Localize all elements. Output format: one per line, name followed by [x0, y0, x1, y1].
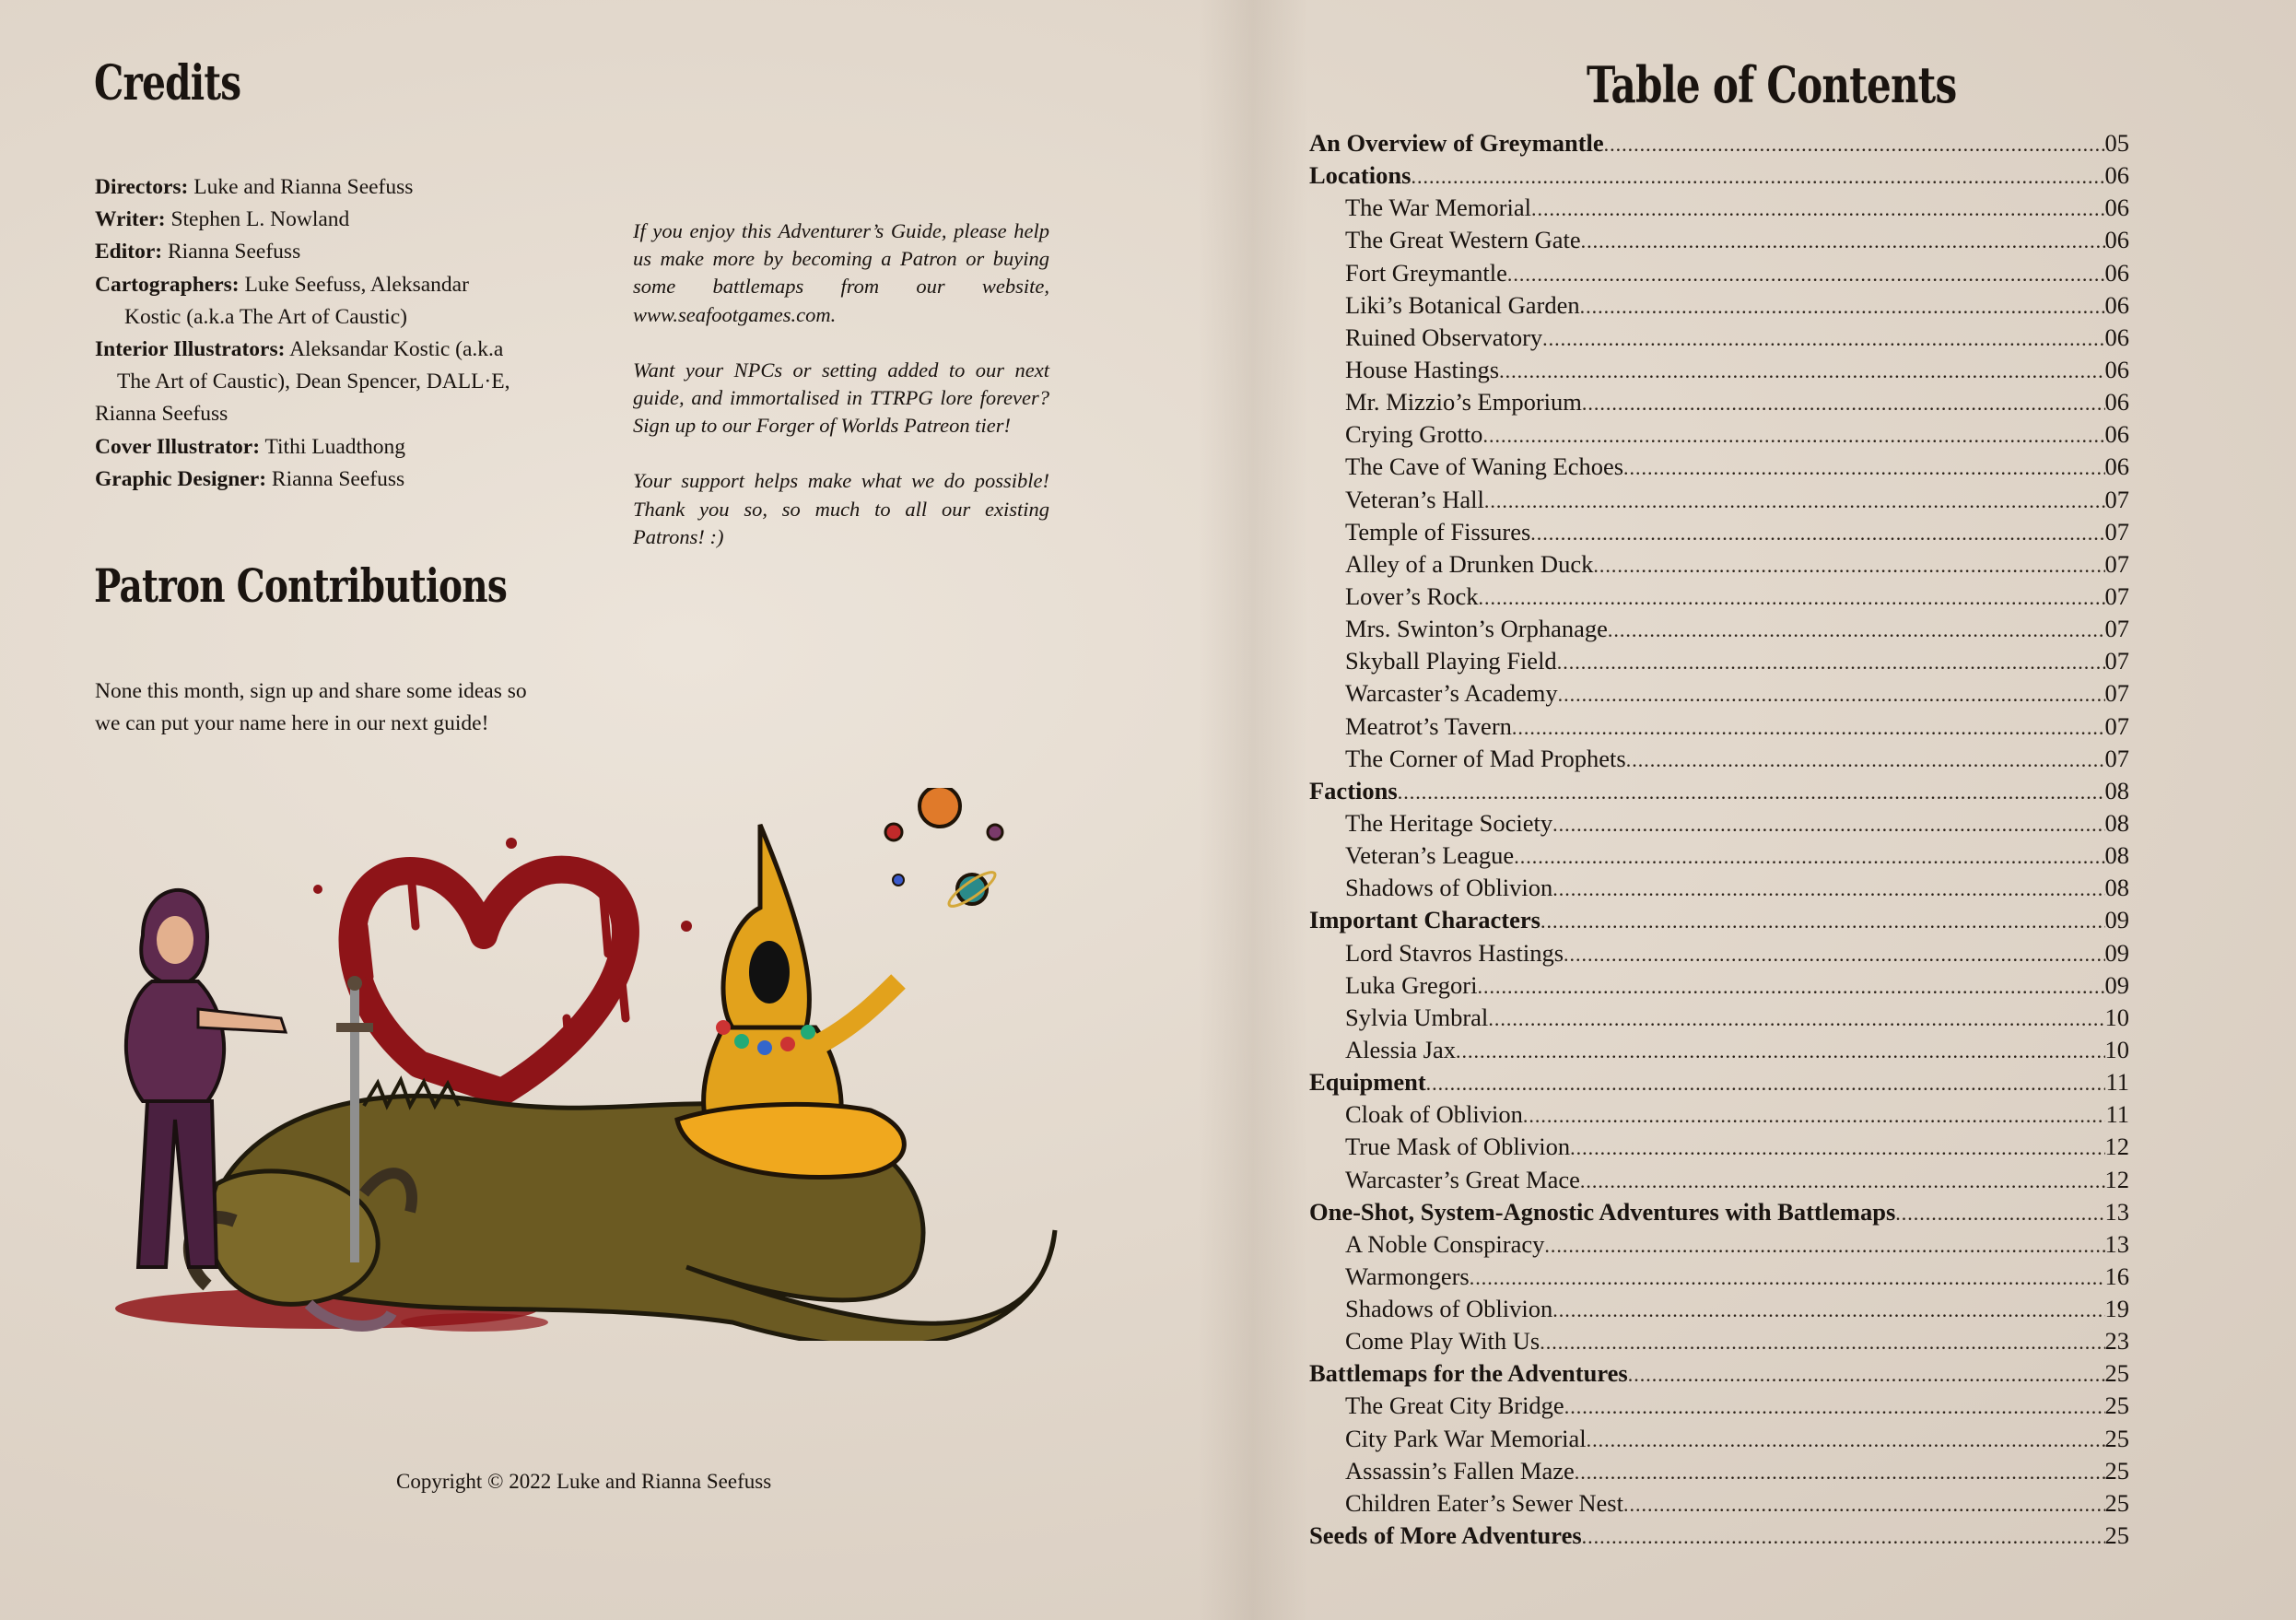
toc-leader-dots [1398, 776, 2105, 808]
toc-entry-page: 12 [2104, 1133, 2129, 1161]
toc-entry-page: 08 [2104, 776, 2129, 804]
toc-entry-title: A Noble Conspiracy [1345, 1229, 1545, 1258]
toc-leader-dots [1895, 1197, 2104, 1229]
toc-leader-dots [1564, 1391, 2105, 1423]
credit-names: Luke and Rianna Seefuss [193, 175, 414, 199]
toc-entry-page: 10 [2104, 1003, 2129, 1031]
toc-entry[interactable] [1309, 1196, 2129, 1228]
toc-leader-dots [1531, 193, 2105, 225]
credit-names: Luke Seefuss, Aleksandar [244, 272, 469, 297]
toc-entry-page: 06 [2104, 355, 2129, 383]
toc-entry[interactable] [1309, 386, 2129, 418]
toc-leader-dots [1626, 744, 2105, 776]
toc-entry-page: 11 [2105, 1068, 2129, 1097]
toc-leader-dots [1540, 1326, 2104, 1358]
credit-cover-illustrator [95, 431, 574, 464]
orbiting-planets [885, 788, 1002, 911]
toc-entry[interactable] [1309, 1261, 2129, 1293]
toc-entry-page: 25 [2104, 1521, 2129, 1550]
toc-entry[interactable] [1309, 322, 2129, 354]
toc-entry[interactable] [1309, 1066, 2129, 1098]
credit-interior-illustrators-cont2: Rianna Seefuss [95, 402, 228, 427]
illustration-dragon-heart [88, 788, 1064, 1341]
toc-entry[interactable] [1309, 192, 2129, 224]
credit-directors [95, 171, 574, 204]
toc-entry-title: Liki’s Botanical Garden [1345, 290, 1580, 319]
toc-leader-dots [1552, 873, 2104, 905]
toc-entry-title: Alley of a Drunken Duck [1345, 549, 1594, 578]
toc-entry-title: Warcaster’s Great Mace [1345, 1165, 1580, 1193]
toc-entry[interactable] [1309, 1423, 2129, 1455]
toc-entry[interactable] [1309, 1164, 2129, 1196]
toc-entry-title: City Park War Memorial [1345, 1424, 1587, 1452]
toc-entry[interactable] [1309, 937, 2129, 969]
toc-leader-dots [1540, 905, 2105, 937]
toc-leader-dots [1484, 485, 2105, 517]
toc-leader-dots [1514, 840, 2104, 873]
toc-entry-title: Skyball Playing Field [1345, 647, 1557, 675]
toc-leader-dots [1411, 160, 2104, 193]
toc-entry-title: Luka Gregori [1345, 970, 1478, 999]
toc-entry-page: 07 [2104, 647, 2129, 675]
toc-entry-page: 07 [2104, 744, 2129, 772]
toc-leader-dots [1542, 323, 2104, 355]
toc-entry[interactable] [1309, 710, 2129, 743]
toc-entry-title: The Heritage Society [1345, 808, 1553, 837]
credit-names: Tithi Luadthong [264, 434, 406, 459]
toc-leader-dots [1564, 938, 2104, 970]
toc-entry-title: Important Characters [1309, 906, 1540, 934]
toc-leader-dots [1552, 1294, 2104, 1326]
patron-promo [633, 217, 1049, 579]
toc-entry-page: 23 [2104, 1327, 2129, 1356]
toc-entry-page: 10 [2104, 1035, 2129, 1063]
toc-entry-page: 06 [2104, 388, 2129, 417]
credit-editor [95, 236, 574, 268]
blood-pool [401, 1313, 548, 1332]
toc-entry[interactable] [1309, 418, 2129, 451]
toc-leader-dots [1426, 1067, 2106, 1099]
credit-names: Rianna Seefuss [167, 240, 301, 264]
toc-entry[interactable] [1309, 645, 2129, 677]
toc-entry-title: Assassin’s Fallen Maze [1345, 1456, 1575, 1485]
toc-entry-title: Shadows of Oblivion [1345, 874, 1553, 902]
toc-entry-page: 13 [2104, 1229, 2129, 1258]
credits-list [95, 171, 574, 496]
toc-leader-dots [1623, 1488, 2105, 1520]
toc-leader-dots [1507, 258, 2105, 290]
toc-entry-title: The Cave of Waning Echoes [1345, 452, 1624, 481]
toc-leader-dots [1478, 970, 2105, 1003]
toc-entry[interactable] [1309, 904, 2129, 936]
toc-entry-title: Equipment [1309, 1068, 1426, 1097]
toc-entry-title: The War Memorial [1345, 194, 1531, 222]
credit-writer [95, 204, 574, 236]
page-gutter [1198, 0, 1308, 1620]
toc-entry[interactable] [1309, 1487, 2129, 1520]
toc-entry[interactable] [1309, 1520, 2129, 1552]
toc-entry-page: 06 [2104, 194, 2129, 222]
toc-entry-page: 06 [2104, 258, 2129, 287]
credit-role: Graphic Designer: [95, 466, 267, 491]
toc-entry-page: 09 [2104, 906, 2129, 934]
toc-entry-title: Sylvia Umbral [1345, 1003, 1489, 1031]
toc-entry-page: 25 [2104, 1424, 2129, 1452]
toc-entry-title: Battlemaps for the Adventures [1309, 1359, 1628, 1388]
toc-leader-dots [1557, 646, 2105, 678]
credit-role: Writer: [95, 207, 166, 232]
copyright: Copyright © 2022 Luke and Rianna Seefuss [396, 1470, 772, 1493]
toc-entry[interactable] [1309, 807, 2129, 839]
toc-entry-page: 08 [2104, 808, 2129, 837]
table-of-contents [1309, 127, 2129, 1552]
toc-entry-page: 19 [2104, 1295, 2129, 1323]
toc-entry-title: Veteran’s League [1345, 841, 1515, 870]
toc-entry-page: 06 [2104, 161, 2129, 190]
toc-entry-title: The Corner of Mad Prophets [1345, 744, 1626, 772]
toc-entry-page: 09 [2104, 970, 2129, 999]
toc-heading: Table of Contents [1587, 55, 1957, 114]
toc-entry[interactable] [1309, 1034, 2129, 1066]
toc-entry-title: Lover’s Rock [1345, 581, 1479, 610]
toc-entry-title: Meatrot’s Tavern [1345, 711, 1512, 740]
toc-leader-dots [1482, 419, 2104, 452]
toc-entry[interactable] [1309, 775, 2129, 807]
toc-entry[interactable] [1309, 484, 2129, 516]
toc-entry[interactable] [1309, 839, 2129, 872]
credit-names: Stephen L. Nowland [170, 207, 350, 232]
toc-entry-page: 25 [2104, 1488, 2129, 1517]
toc-entry-page: 06 [2104, 290, 2129, 319]
toc-leader-dots [1582, 387, 2105, 419]
toc-entry[interactable] [1309, 677, 2129, 710]
toc-leader-dots [1499, 355, 2104, 387]
credit-names: Rianna Seefuss [271, 466, 405, 491]
toc-entry-title: Mrs. Swinton’s Orphanage [1345, 615, 1608, 643]
credit-interior-illustrators-cont: The Art of Caustic), Dean Spencer, DALL·E, [117, 370, 510, 394]
toc-leader-dots [1581, 225, 2105, 257]
toc-entry-title: Warcaster’s Academy [1345, 679, 1558, 708]
toc-entry-page: 06 [2104, 420, 2129, 449]
toc-leader-dots [1575, 1456, 2105, 1488]
toc-leader-dots [1608, 614, 2105, 646]
toc-entry[interactable] [1309, 743, 2129, 775]
toc-entry[interactable] [1309, 1098, 2129, 1131]
credit-names: Aleksandar Kostic (a.k.a [289, 337, 504, 362]
hooded-figure [677, 825, 904, 1178]
toc-entry[interactable] [1309, 1002, 2129, 1034]
toc-entry-page: 06 [2104, 226, 2129, 254]
toc-entry[interactable] [1309, 1390, 2129, 1422]
toc-entry-page: 07 [2104, 711, 2129, 740]
toc-leader-dots [1552, 808, 2104, 840]
toc-entry-page: 11 [2105, 1100, 2129, 1129]
toc-entry[interactable] [1309, 548, 2129, 581]
toc-entry-page: 05 [2104, 129, 2129, 157]
toc-leader-dots [1623, 452, 2104, 484]
toc-leader-dots [1544, 1229, 2104, 1262]
toc-entry[interactable] [1309, 159, 2129, 192]
toc-entry-title: Cloak of Oblivion [1345, 1100, 1523, 1129]
toc-entry-page: 08 [2104, 841, 2129, 870]
toc-leader-dots [1488, 1003, 2104, 1035]
toc-entry-title: Children Eater’s Sewer Nest [1345, 1488, 1623, 1517]
credit-role: Cartographers: [95, 272, 240, 297]
credit-interior-illustrators [95, 334, 574, 366]
toc-entry[interactable] [1309, 1228, 2129, 1261]
toc-entry[interactable] [1309, 354, 2129, 386]
credit-role: Directors: [95, 175, 189, 199]
toc-entry-page: 09 [2104, 938, 2129, 967]
toc-entry[interactable] [1309, 1131, 2129, 1163]
toc-entry-page: 25 [2104, 1456, 2129, 1485]
toc-entry-title: Crying Grotto [1345, 420, 1483, 449]
toc-entry-title: Veteran’s Hall [1345, 485, 1484, 513]
toc-entry[interactable] [1309, 872, 2129, 904]
toc-entry[interactable] [1309, 127, 2129, 159]
promo-paragraph: Your support helps make what we do possible! Thank you so, so much to all our existing Patrons! :) [633, 469, 1049, 548]
toc-leader-dots [1604, 128, 2105, 160]
credit-cartographers [95, 269, 574, 301]
toc-leader-dots [1530, 517, 2104, 549]
toc-entry-title: Ruined Observatory [1345, 323, 1543, 351]
toc-leader-dots [1593, 549, 2104, 581]
toc-entry-title: Seeds of More Adventures [1309, 1521, 1582, 1550]
toc-leader-dots [1479, 581, 2105, 614]
promo-paragraph: Want your NPCs or setting added to our next guide, and immortalised in TTRPG lore forever? Sign up to our Forger of Worlds Patreon tier! [633, 358, 1049, 438]
toc-leader-dots [1628, 1358, 2105, 1391]
toc-entry-title: An Overview of Greymantle [1309, 129, 1604, 157]
toc-entry[interactable] [1309, 1293, 2129, 1325]
toc-leader-dots [1523, 1099, 2106, 1132]
toc-entry[interactable] [1309, 969, 2129, 1002]
toc-entry-page: 16 [2104, 1262, 2129, 1290]
toc-entry-title: Alessia Jax [1345, 1035, 1456, 1063]
toc-entry[interactable] [1309, 1357, 2129, 1390]
toc-entry-title: House Hastings [1345, 355, 1500, 383]
toc-entry-page: 07 [2104, 581, 2129, 610]
toc-entry-page: 08 [2104, 874, 2129, 902]
toc-entry-page: 25 [2104, 1391, 2129, 1420]
toc-entry[interactable] [1309, 257, 2129, 289]
toc-entry[interactable] [1309, 581, 2129, 613]
toc-entry-title: Mr. Mizzio’s Emporium [1345, 388, 1582, 417]
toc-leader-dots [1582, 1520, 2105, 1553]
toc-entry-page: 07 [2104, 485, 2129, 513]
toc-entry[interactable] [1309, 289, 2129, 322]
toc-entry-page: 07 [2104, 517, 2129, 546]
patron-heading: Patron Contributions [94, 558, 508, 613]
credit-graphic-designer [95, 464, 574, 496]
toc-entry-page: 07 [2104, 615, 2129, 643]
toc-entry[interactable] [1309, 1325, 2129, 1357]
toc-entry-title: Lord Stavros Hastings [1345, 938, 1564, 967]
toc-leader-dots [1470, 1262, 2105, 1294]
promo-paragraph: If you enjoy this Adventurer’s Guide, please help us make more by becoming a Patron or buying some battlemaps from our website, www.seafootgames.com. [633, 219, 1049, 326]
toc-entry-title: Come Play With Us [1345, 1327, 1540, 1356]
toc-leader-dots [1570, 1132, 2104, 1164]
toc-leader-dots [1512, 711, 2105, 744]
toc-entry-title: The Great Western Gate [1345, 226, 1581, 254]
toc-entry[interactable] [1309, 1455, 2129, 1487]
credits-heading: Credits [94, 55, 241, 112]
toc-leader-dots [1456, 1035, 2105, 1067]
toc-entry[interactable] [1309, 613, 2129, 645]
toc-entry-page: 25 [2104, 1359, 2129, 1388]
credit-role: Cover Illustrator: [95, 434, 261, 459]
toc-entry-title: Factions [1309, 776, 1398, 804]
credit-role: Editor: [95, 240, 163, 264]
toc-entry-title: Locations [1309, 161, 1412, 190]
patron-text: None this month, sign up and share some ideas so we can put your name here in our next guide! [95, 679, 527, 736]
toc-entry-page: 06 [2104, 452, 2129, 481]
toc-leader-dots [1558, 678, 2105, 710]
toc-entry[interactable] [1309, 516, 2129, 548]
toc-entry-title: The Great City Bridge [1345, 1391, 1564, 1420]
toc-entry[interactable] [1309, 224, 2129, 256]
heart-shape [353, 870, 626, 1092]
toc-entry-title: True Mask of Oblivion [1345, 1133, 1571, 1161]
credit-cartographers-cont: Kostic (a.k.a The Art of Caustic) [124, 304, 407, 329]
toc-entry-page: 06 [2104, 323, 2129, 351]
toc-entry-title: Temple of Fissures [1345, 517, 1531, 546]
toc-leader-dots [1580, 290, 2105, 323]
toc-entry-title: Warmongers [1345, 1262, 1470, 1290]
toc-entry-page: 13 [2104, 1197, 2129, 1226]
toc-entry-page: 07 [2104, 679, 2129, 708]
toc-entry-title: Fort Greymantle [1345, 258, 1507, 287]
toc-entry-title: Shadows of Oblivion [1345, 1295, 1553, 1323]
credit-role: Interior Illustrators: [95, 337, 286, 362]
toc-leader-dots [1580, 1165, 2105, 1197]
toc-leader-dots [1587, 1424, 2105, 1456]
toc-entry[interactable] [1309, 451, 2129, 483]
toc-entry-title: One-Shot, System-Agnostic Adventures with Battlemaps [1309, 1197, 1896, 1226]
toc-entry-page: 07 [2104, 549, 2129, 578]
toc-entry-page: 12 [2104, 1165, 2129, 1193]
